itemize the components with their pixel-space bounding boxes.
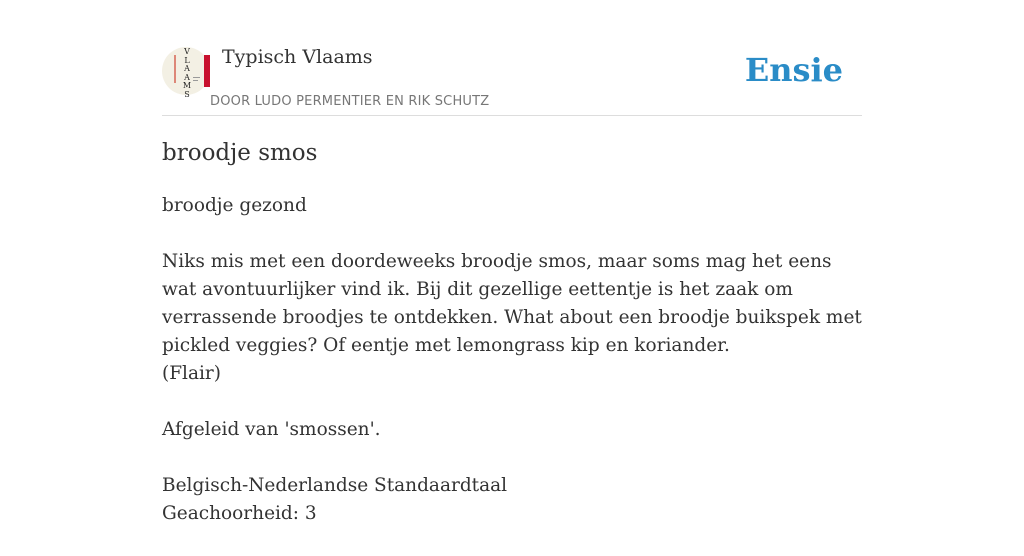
cover-spine <box>204 55 210 87</box>
cover-decoration <box>193 80 198 81</box>
entry-frequency: Geachoorheid: 3 <box>162 503 317 524</box>
entry-quote-source: (Flair) <box>162 363 221 384</box>
entry-definition <box>162 192 862 556</box>
cover-decoration <box>174 55 176 83</box>
ensie-logo-link[interactable]: Ensie <box>744 51 843 89</box>
byline: DOOR LUDO PERMENTIER EN RIK SCHUTZ <box>210 94 490 109</box>
book-cover-logo[interactable] <box>162 47 210 99</box>
entry-etymology: Afgeleid van 'smossen'. <box>162 419 381 440</box>
entry-example <box>162 248 862 388</box>
header <box>162 0 862 116</box>
entry-usage <box>162 472 862 528</box>
cover-lettering: V L A A M S <box>182 47 192 99</box>
cover-decoration <box>193 77 200 78</box>
page <box>162 0 862 524</box>
entry-quote: Niks mis met een doordeweeks broodje smos, maar soms mag het eens wat avontuurlijker vind ik. Bij dit gezellige eettentje is het zaak om verrassende broodjes te ontdekken. What about een broodje buikspek met pickled veggies? Of eentje met lemongrass kip en koriander. <box>162 251 862 356</box>
entry-synonym: broodje gezond <box>162 195 307 216</box>
entry-term: broodje smos <box>162 140 318 166</box>
entry-register: Belgisch-Nederlandse Standaardtaal <box>162 475 508 496</box>
site-title-link[interactable]: Typisch Vlaams <box>222 46 373 68</box>
